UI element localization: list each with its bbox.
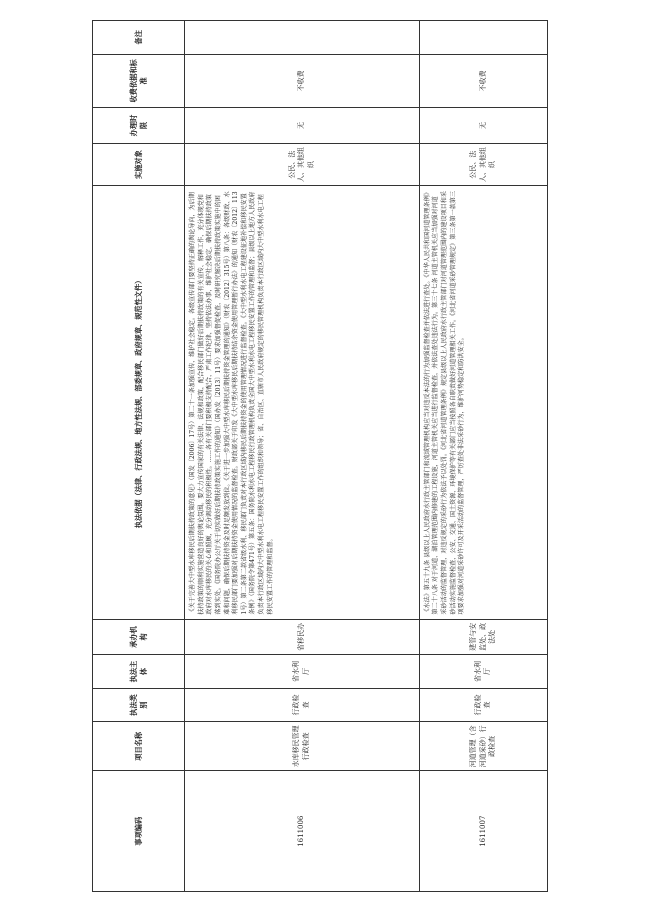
header-subject: 执法主体 [93, 655, 185, 689]
cell-subject: 省水利厅 [419, 655, 547, 689]
cell-fee: 不收费 [419, 54, 547, 108]
rotated-table-wrapper [92, 20, 548, 892]
cell-category: 行政检查 [419, 688, 547, 722]
cell-code: 1611006 [185, 771, 420, 892]
cell-basis [419, 186, 547, 619]
header-code: 事项编码 [93, 771, 185, 892]
cell-target: 公民、法人、其他组织 [419, 143, 547, 185]
header-row [93, 21, 185, 892]
header-deadline: 办理时限 [93, 108, 185, 144]
cell-fee: 不收费 [185, 54, 420, 108]
header-fee: 收费依据和标准 [93, 54, 185, 108]
header-org: 承办机构 [93, 619, 185, 655]
cell-note [185, 21, 420, 55]
cell-deadline: 无 [419, 108, 547, 144]
cell-note [419, 21, 547, 55]
cell-name: 水库移民管理行政检查 [185, 722, 420, 771]
cell-subject: 省水利厅 [185, 655, 420, 689]
table-row [185, 21, 420, 892]
header-basis: 执法依据（法律、行政法规、地方性法规、部委规章、政府规章、规范性文件） [93, 186, 185, 619]
cell-basis [185, 186, 420, 619]
cell-org: 省移民办 [185, 619, 420, 655]
cell-name: 河道管理（含河道采砂）行政检查 [419, 722, 547, 771]
header-target: 实施对象 [93, 143, 185, 185]
cell-target: 公民、法人、其他组织 [185, 143, 420, 185]
header-name: 项目名称 [93, 722, 185, 771]
basis-text: 《水法》第五十九条 县级以上人民政府水行政主管部门和流域管理机构应当对违反本法的行为加强监督检查并依法进行查处。《中华人民共和国河道管理条例》第二十八条 对于河道、湖泊管理范围内修建的工程设施，河道主管机关应当进行监督检查，并依法查处违法行为。第三十七条 河道主管机关应当加强对河道采砂活动的监督管理，对违反规定的采砂行为依法予以处罚。《河北省河道管理条例》规定县级以上人民政府水行政主管部门对河道管理范围内的建设项目和采砂活动实施监督检查，公安、交通、国土资源、环境保护等有关部门应当按照各自职责做好河道管理相关工作。《河北省河道采砂管理规定》第三条第一款第三项要求加强对河道采砂许可及开采活动的监督管理，严厉查处非法采砂行为，维护河势稳定和防洪安全。 [423, 191, 466, 615]
basis-text: 《关于完善大中型水库移民后期扶持政策的意见》（国发〔2006〕17号）第二十一条加强宣传，维护社会稳定。各级宣传部门要坚持正确的舆论导向，为后期扶持政策的顺利实施营造良好的舆论氛围。要大力宣传国家的有关法律、法规和政策，配合移民部门做好后期扶持政策的有关宣传、解释工作，充分体现党和政府对水库移民的关心和照顾，充分调动移民的积极性。……各有关部门要积极支持配合，严肃工作纪律，坚持依法办事，维护社会稳定，确保后期扶持政策落到实处。《国务院办公厅关于切实做好后期扶持政策实施工作的通知》（国办发〔2013〕11号）要求加强督促检查，及时研究解决后期扶持政策实施中的困难和问题，确保后期扶持资金及时足额发放到位。《关于进一步加强大中型水库移民后期扶持资金管理的通知》（财农〔2012〕315号）第八条：各级财政、水利移民部门要加强对后期扶持资金使用情况的监督检查。财政部关于印发《大中型水库移民后期扶持结余资金使用管理暂行办法》的通知（财农〔2012〕1131号）第二条第二款省级水利、移民部门负责对本行政区域内移民后期扶持资金的使用管理情况进行监督检查。《大中型水利水电工程建设征地补偿和移民安置条例》（国务院令第471号）第五条：国务院水利水电工程移民行政管理机构负责全国大中型水利水电工程移民安置工作的管理和监督；县级以上地方人民政府负责本行政区域内大中型水利水电工程移民安置工作的组织和领导；省、自治区、直辖市人民政府规定的移民管理机构负责本行政区域内大中型水利水电工程移民安置工作的管理和监督。 [189, 191, 274, 615]
cell-category: 行政检查 [185, 688, 420, 722]
cell-org: 建管与安监处、政法处 [419, 619, 547, 655]
enforcement-items-table [92, 20, 548, 892]
cell-code: 1611007 [419, 771, 547, 892]
table-row [419, 21, 547, 892]
header-note: 备注 [93, 21, 185, 55]
header-category: 执法类别 [93, 688, 185, 722]
cell-deadline: 无 [185, 108, 420, 144]
